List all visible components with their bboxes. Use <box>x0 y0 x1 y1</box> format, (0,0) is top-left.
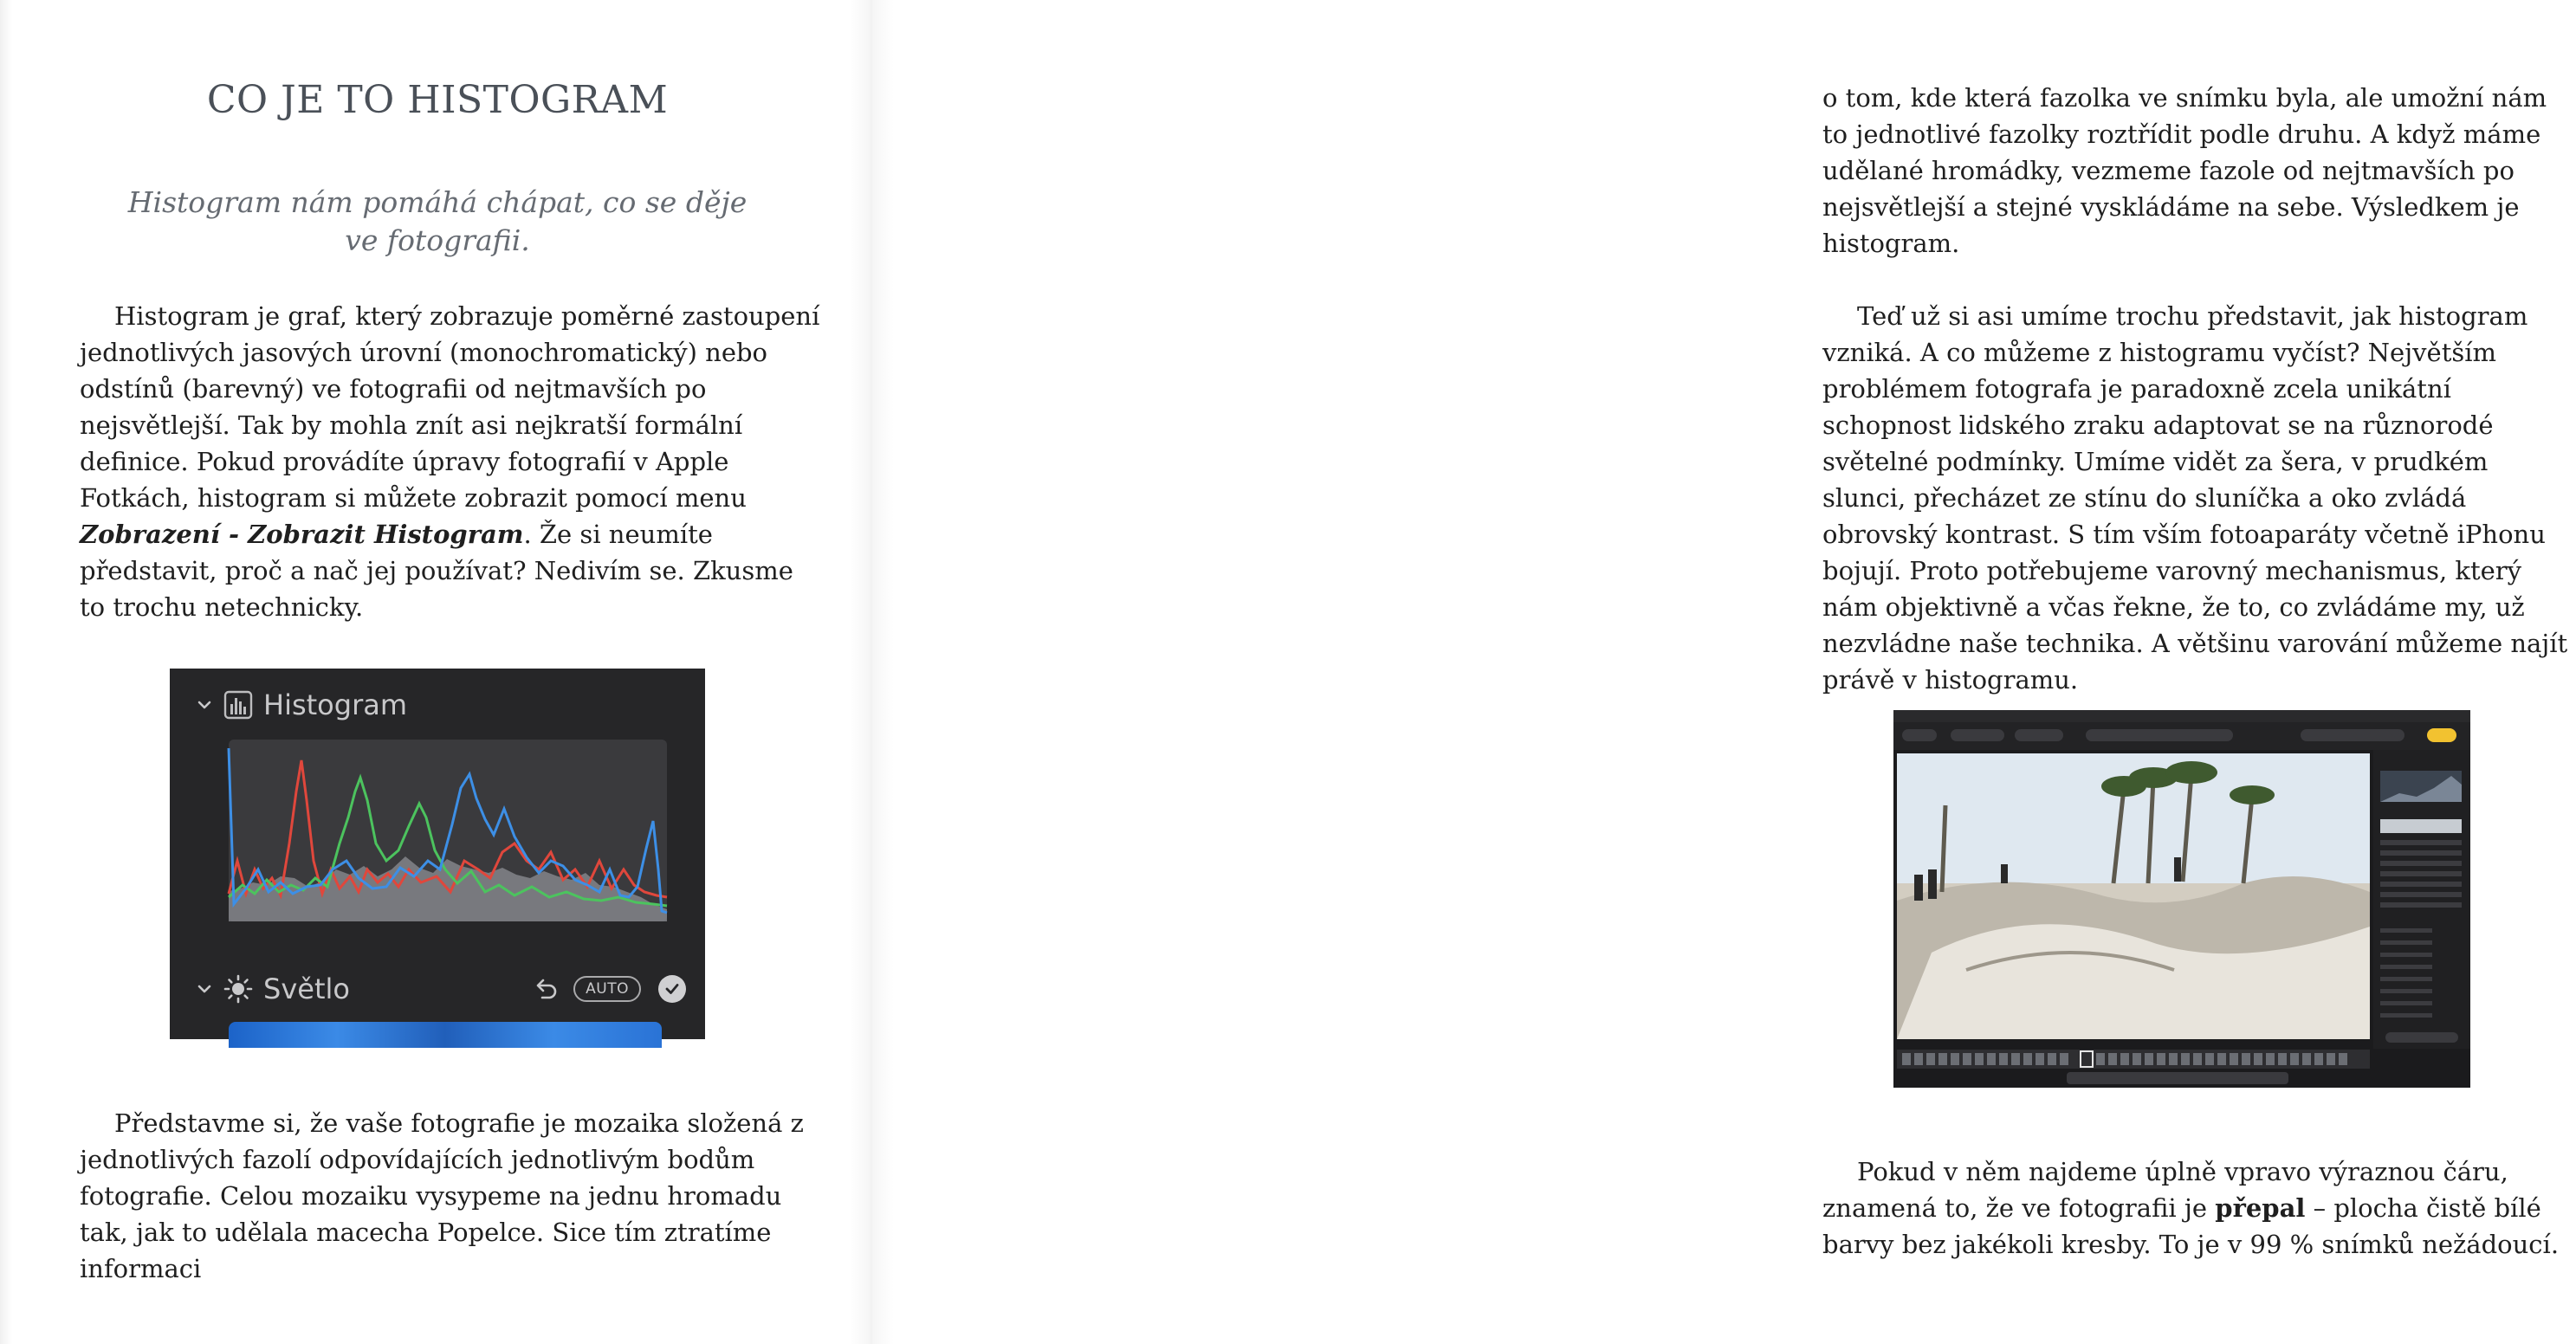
toolbar-tools <box>2301 729 2404 741</box>
paragraph-text: Pokud v něm najdeme úplně vpravo výraznou čáru, znamená to, že ve fotografii je <box>1822 1157 2508 1223</box>
histogram-icon <box>223 690 253 720</box>
histogram-section-header <box>196 684 407 726</box>
histogram-section-label: Histogram <box>263 688 407 721</box>
adjustments-sidebar <box>2373 750 2470 1049</box>
left-page <box>0 0 871 1344</box>
dock <box>2067 1072 2288 1084</box>
histogram-panel-screenshot <box>170 669 705 1039</box>
done-badge <box>2427 728 2456 742</box>
photos-app-screenshot <box>1893 710 2470 1088</box>
checkmark-icon[interactable] <box>658 975 686 1003</box>
chevron-down-icon <box>196 980 213 998</box>
undo-icon[interactable] <box>532 975 560 1003</box>
toolbar-tabs <box>2086 729 2233 741</box>
checkmark-glyph <box>663 980 681 998</box>
toolbar-slider <box>2015 729 2063 741</box>
light-section-controls <box>532 975 686 1003</box>
paragraph-histogram-definition <box>80 298 825 625</box>
paragraph-continuation: o tom, kde která fazolka ve snímku byla, ale umožní nám to jednotlivé fazolky roztřídit podle druhu. A když máme udělané hromádky, vezmeme fazole od nejtmavších po nejsvětlejší a stejné vyskládáme na sebe. Výsledkem je histogram. <box>1822 83 2547 258</box>
page-edge-shadow <box>0 0 12 1344</box>
paragraph-text: – plocha čistě bílé barvy bez jakékoli kresby. To je v 99 % snímků nežádoucí. <box>1822 1193 2560 1259</box>
thumbnail-filmstrip <box>1897 1050 2370 1069</box>
light-section-label: Světlo <box>263 972 350 1005</box>
paragraph-text: . Že si neumíte představit, proč a nač jej používat? Nedivím se. Zkusme to trochu netechnicky. <box>80 520 793 622</box>
histogram-chart <box>229 740 667 921</box>
right-page <box>871 0 2568 1344</box>
menu-bar <box>1893 710 2470 722</box>
book-gutter <box>849 0 894 1344</box>
toolbar-button <box>1951 729 2004 741</box>
light-preview-strip <box>229 1022 662 1048</box>
light-section-header <box>196 968 686 1010</box>
sun-icon <box>223 974 253 1004</box>
paragraph-text: Histogram je graf, který zobrazuje poměrné zastoupení jednotlivých jasových úrovní (monochromatický) nebo odstínů (barevný) ve fotografii od nejtmavších po nejsvětlejší. Tak by mohla znít asi nejkratší formální definice. Pokud provádíte úpravy fotografií v Apple Fotkách, histogram si můžete zobrazit pomocí menu <box>80 301 820 513</box>
chapter-subtitle: Histogram nám pomáhá chápat, co se děje ve fotografii. <box>127 185 748 257</box>
skatepark-illustration <box>1897 753 2370 1039</box>
highlighted-term: přepal <box>2215 1193 2306 1223</box>
paragraph-mosaic-analogy: Představme si, že vaše fotografie je mozaika složená z jednotlivých fazolí odpovídajících jednotlivým bodům fotografie. Celou mozaiku vysypeme na jednu hromadu tak, jak to udělala macecha Popelce. Sice tím ztratíme informaci <box>80 1108 804 1283</box>
filmstrip-thumbnails <box>1897 1050 2370 1069</box>
app-toolbar <box>1893 722 2470 750</box>
skatepark-photo <box>1897 753 2370 1039</box>
chapter-title: CO JE TO HISTOGRAM <box>206 78 669 122</box>
menu-path-text: Zobrazení - Zobrazit Histogram <box>80 520 524 549</box>
window-controls <box>1902 729 1937 741</box>
paragraph-histogram-reading: Teď už si asi umíme trochu představit, jak histogram vzniká. A co můžeme z histogramu vyčíst? Největším problémem fotografa je paradoxně zcela unikátní schopnost lidského zraku adaptovat se na různorodé světelné podmínky. Umíme vidět za šera, v prudkém slunci, přecházet ze stínu do sluníčka a oko zvládá obrovský kontrast. S tím vším fotoaparáty včetně iPhonu bojují. Proto potřebujeme varovný mechanismus, který nám objektivně a včas řekne, že to, co zvládáme my, už nezvládne naše technika. A většinu varování můžeme najít právě v histogramu. <box>1822 301 2568 695</box>
sidebar-illustration <box>2373 750 2470 1049</box>
auto-button[interactable]: AUTO <box>573 976 641 1002</box>
paragraph-overexposure <box>1822 1153 2576 1263</box>
histogram-graph <box>229 740 667 921</box>
chevron-down-icon <box>196 696 213 714</box>
